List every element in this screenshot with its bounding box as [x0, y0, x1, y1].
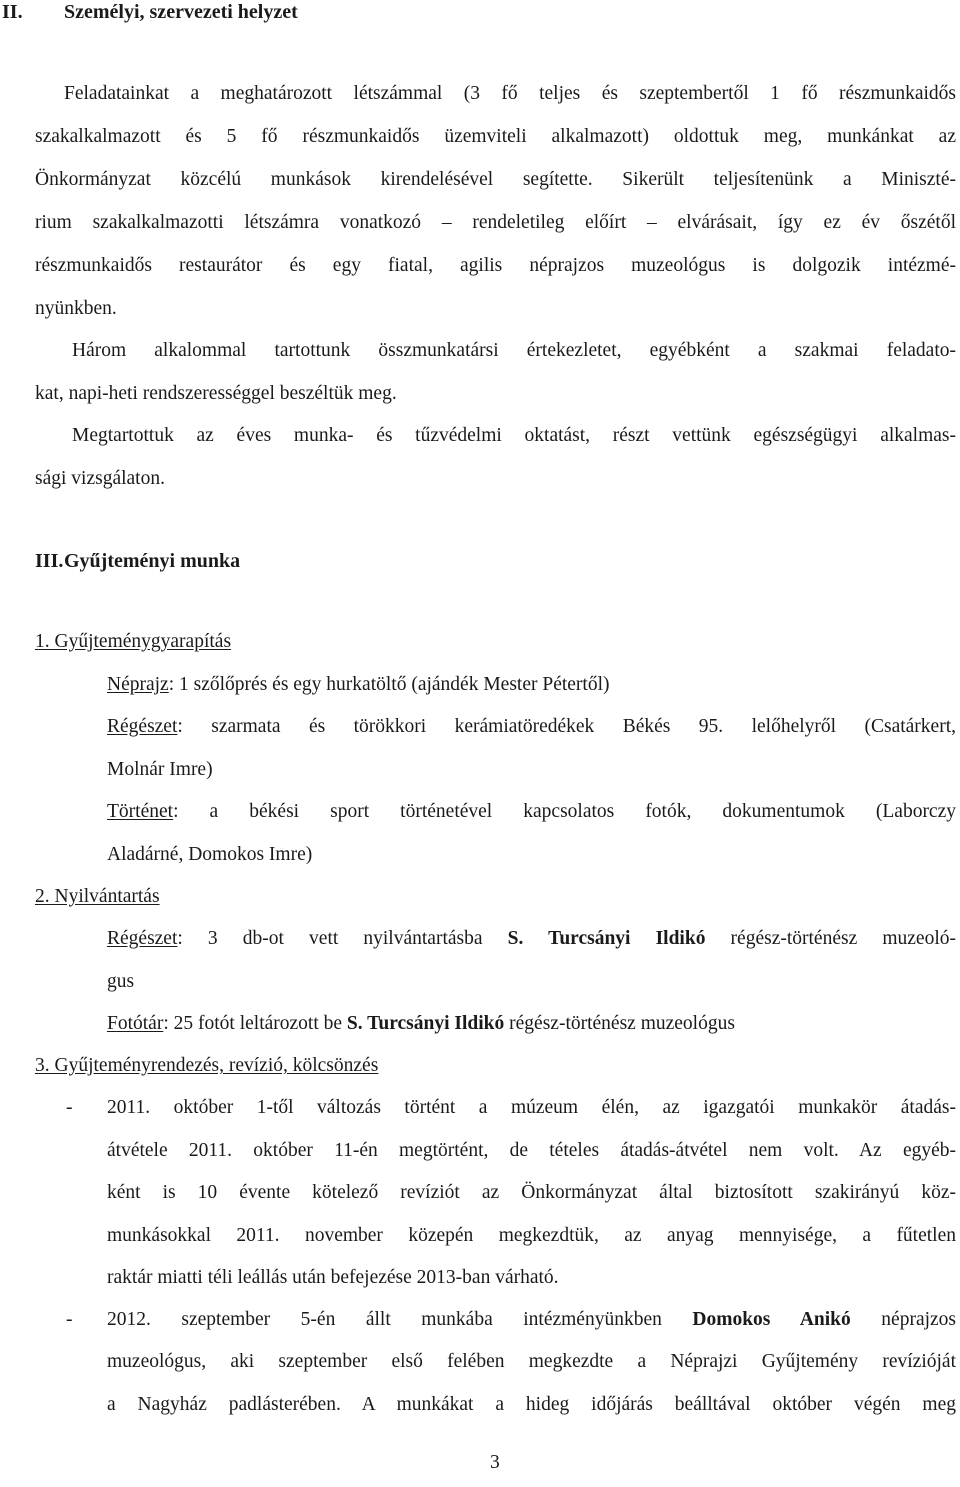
fototar-label: Fotótár — [107, 1013, 164, 1034]
para1-line-5: részmunkaidős restaurátor és egy fiatal, agilis néprajzos muzeológus is dolgozik intézmé- — [35, 255, 956, 276]
regeszet-label: Régészet — [107, 716, 178, 737]
section-3-number: III. — [35, 550, 64, 572]
list-item-dash: - — [66, 1309, 73, 1330]
subsection-2-title: 2. Nyilvántartás — [35, 886, 160, 907]
subsection-1-title: 1. Gyűjteménygyarapítás — [35, 631, 232, 652]
regeszet-entry-line-2: Molnár Imre) — [107, 759, 213, 780]
tortenet-entry-line-2: Aladárné, Domokos Imre) — [107, 844, 313, 865]
nyilv-regeszet-text: : 3 db-ot vett nyilvántartásba — [177, 928, 508, 949]
item1-line-4: munkásokkal 2011. november közepén megkezdtük, az anyag mennyisége, a fűtetlen — [107, 1225, 956, 1246]
item1-line-1: 2011. október 1-től változás történt a múzeum élén, az igazgatói munkakör átadás- — [107, 1097, 956, 1118]
item1-line-3: ként is 10 évente kötelező revíziót az Önkormányzat által biztosított szakirányú köz- — [107, 1182, 956, 1203]
item1-line-2: átvétele 2011. október 11-én megtörtént, de tételes átadás-átvétel nem volt. Az egyéb- — [107, 1140, 956, 1161]
page-number: 3 — [490, 1452, 500, 1473]
neprajz-entry — [107, 675, 610, 695]
nyilv-regeszet-line-2: gus — [107, 971, 135, 992]
regeszet-entry-line-1 — [107, 717, 956, 737]
item2-line-3: a Nagyház padlásterében. A munkákat a hideg időjárás beálltával október végén meg — [107, 1394, 956, 1415]
tortenet-entry-line-1 — [107, 802, 956, 822]
subsection-3-title: 3. Gyűjteményrendezés, revízió, kölcsönzés — [35, 1055, 379, 1076]
nyilv-regeszet-label: Régészet — [107, 928, 178, 949]
para1-line-6: nyünkben. — [35, 298, 117, 319]
list-item-dash: - — [66, 1097, 73, 1118]
item2-line-2: muzeológus, aki szeptember első felében megkezdte a Néprajzi Gyűjtemény revízióját — [107, 1351, 956, 1372]
para1-line-2: szakalkalmazott és 5 fő részmunkaidős üzemviteli alkalmazott) oldottuk meg, munkánkat az — [35, 126, 956, 147]
para1-line-3: Önkormányzat közcélú munkások kirendelésével segítette. Sikerült teljesítenünk a Miniszté- — [35, 169, 956, 190]
item1-line-5: raktár miatti téli leállás után befejezése 2013-ban várható. — [107, 1267, 559, 1288]
item2-text: 2012. szeptember 5-én állt munkába intézményünkben — [107, 1309, 693, 1330]
section-2-number: II. — [2, 1, 23, 23]
section-2-title: Személyi, szervezeti helyzet — [64, 1, 298, 23]
nyilv-regeszet-role: régész-történész muzeoló- — [705, 928, 956, 949]
para1-line-4: rium szakalkalmazotti létszámra vonatkozó – rendeletileg előírt – elvárásait, így ez év őszétől — [35, 212, 956, 233]
person-name: S. Turcsányi Ildikó — [507, 928, 706, 949]
para3-line-1: Megtartottuk az éves munka- és tűzvédelmi oktatást, részt vettünk egészségügyi alkalmas- — [72, 425, 956, 446]
item2-role: néprajzos — [850, 1309, 957, 1330]
item2-line-1 — [107, 1310, 956, 1330]
para1-line-1: Feladatainkat a meghatározott létszámmal (3 fő teljes és szeptembertől 1 fő részmunkaidős — [64, 83, 956, 104]
para3-line-2: sági vizsgálaton. — [35, 468, 165, 489]
regeszet-text: : szarmata és törökkori kerámiatöredékek Békés 95. lelőhelyről (Csatárkert, — [177, 716, 956, 737]
neprajz-label: Néprajz — [107, 674, 169, 695]
tortenet-label: Történet — [107, 801, 174, 822]
para2-line-2: kat, napi-heti rendszerességgel beszéltük meg. — [35, 383, 397, 404]
person-name: Domokos Anikó — [692, 1309, 851, 1330]
fototar-text: : 25 fotót leltározott be — [163, 1013, 347, 1034]
fototar-role: régész-történész muzeológus — [504, 1013, 735, 1034]
fototar-entry — [107, 1014, 735, 1034]
person-name: S. Turcsányi Ildikó — [346, 1013, 505, 1034]
section-3-title: Gyűjteményi munka — [64, 550, 241, 572]
nyilv-regeszet-line-1 — [107, 929, 956, 949]
tortenet-text: : a békési sport történetével kapcsolatos fotók, dokumentumok (Laborczy — [173, 801, 956, 822]
para2-line-1: Három alkalommal tartottunk összmunkatársi értekezletet, egyébként a szakmai feladato- — [72, 340, 956, 361]
neprajz-text: : 1 szőlőprés és egy hurkatöltő (ajándék Mester Pétertől) — [168, 674, 610, 695]
